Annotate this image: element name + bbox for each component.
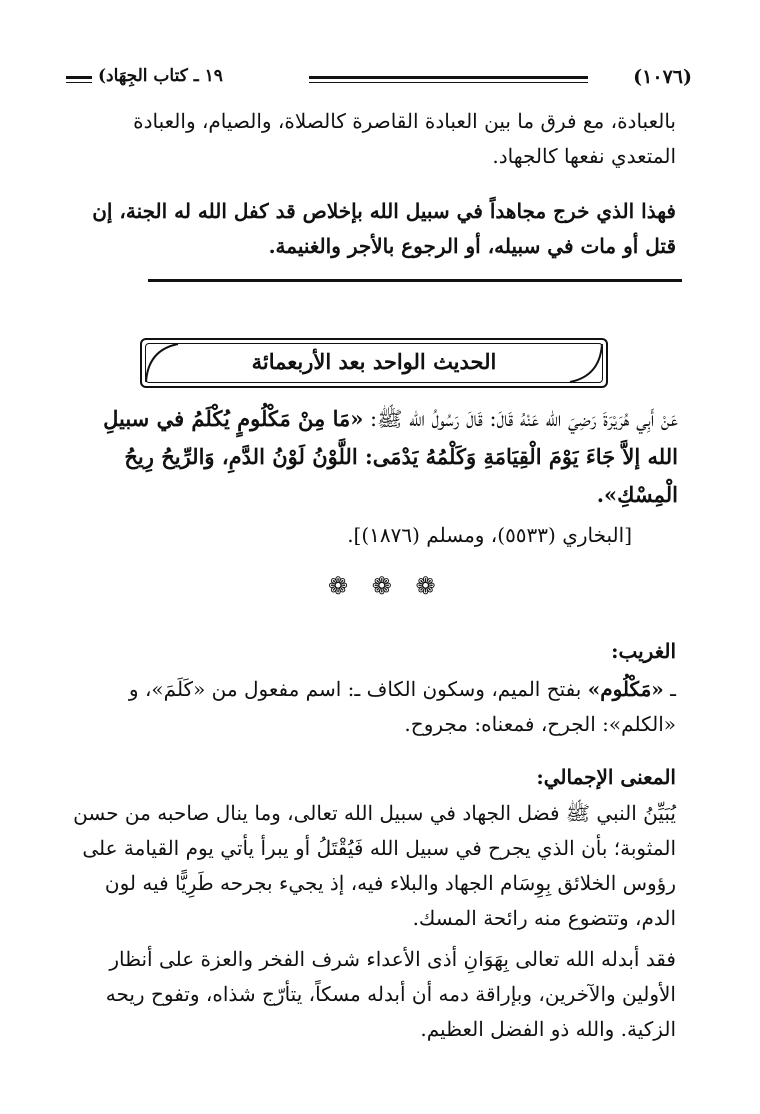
vocabulary-heading: الغريب: xyxy=(611,639,676,663)
header-rule-end xyxy=(66,76,92,83)
section-title: الحديث الواحد بعد الأربعمائة xyxy=(251,349,497,374)
page-number: (١٠٧٦) xyxy=(633,66,692,88)
vocabulary-entry xyxy=(70,672,676,742)
hadith-text: «مَا مِنْ مَكْلُومٍ يُكْلَمُ في سبيلِ الله إلاَّ جَاءَ يَوْمَ الْقِيَامَةِ وَكَلْمُهُ يَدْمَى: اللَّوْنُ لَوْنُ الدَّمِ، وَالرِّيحُ رِيحُ الْمِسْكِ». xyxy=(103,406,678,507)
flower-separator: ❁ ❁ ❁ xyxy=(328,572,444,600)
intro-paragraph-2: فهذا الذي خرج مجاهداً في سبيل الله بإخلاص قد كفل الله له الجنة، إن قتل أو مات في سبيله، أو الرجوع بالأجر والغنيمة. xyxy=(92,199,676,258)
corner-arc-ornament xyxy=(142,340,180,386)
hadith-narration: عَنْ أَبِي هُرَيْرَةَ رَضِيَ الله عَنْهُ قَالَ: قَالَ رَسُولُ الله ﷺ: xyxy=(363,407,678,431)
running-header xyxy=(66,66,692,92)
section-title-box xyxy=(140,338,608,388)
header-rule xyxy=(309,76,588,83)
meaning-heading: المعنى الإجمالي: xyxy=(536,765,676,789)
intro-paragraph-1: بالعبادة، مع فرق ما بين العبادة القاصرة كالصلاة، والصيام، والعبادة المتعدي نفعها كالجهاد. xyxy=(133,109,676,168)
vocabulary-definition: بفتح الميم، وسكون الكاف ـ: اسم مفعول من «كَلَمَ»، و «الكلم»: الجرح، فمعناه: مجروح. xyxy=(128,677,676,736)
corner-arc-ornament xyxy=(568,340,606,386)
meaning-paragraph-1: يُبَيِّنُ النبي ﷺ فضل الجهاد في سبيل الله تعالى، وما ينال صاحبه من حسن المثوبة؛ بأن الذي يجرح في سبيل الله فَيُقْتَلُ أو يبرأ يأتي يوم القيامة على رؤوس الخلائق بِوِسَام الجهاد والبلاء فيه، إذ يجيء بجرحه طَرِيًّا فيه لون الدم، وتتضوع منه رائحة المسك. xyxy=(73,801,676,930)
hadith-source: [البخاري (٥٥٣٣)، ومسلم (١٨٧٦)]. xyxy=(347,523,632,547)
book-title: ١٩ ـ كتاب الجِهَاد) xyxy=(98,66,223,86)
vocabulary-term: «مَكْلُوم» xyxy=(587,677,664,701)
hadith xyxy=(70,400,678,514)
meaning-paragraph-2: فقد أبدله الله تعالى بِهَوَانِ أذى الأعداء شرف الفخر والعزة على أنظار الأولين والآخرين، وبإراقة دمه أن أبدله مسكاً، يتأرّج شذاه، وتفوح ريحه الزكية. والله ذو الفضل العظيم. xyxy=(105,947,676,1041)
bullet-dash: ـ xyxy=(663,677,676,701)
section-divider xyxy=(148,279,682,282)
